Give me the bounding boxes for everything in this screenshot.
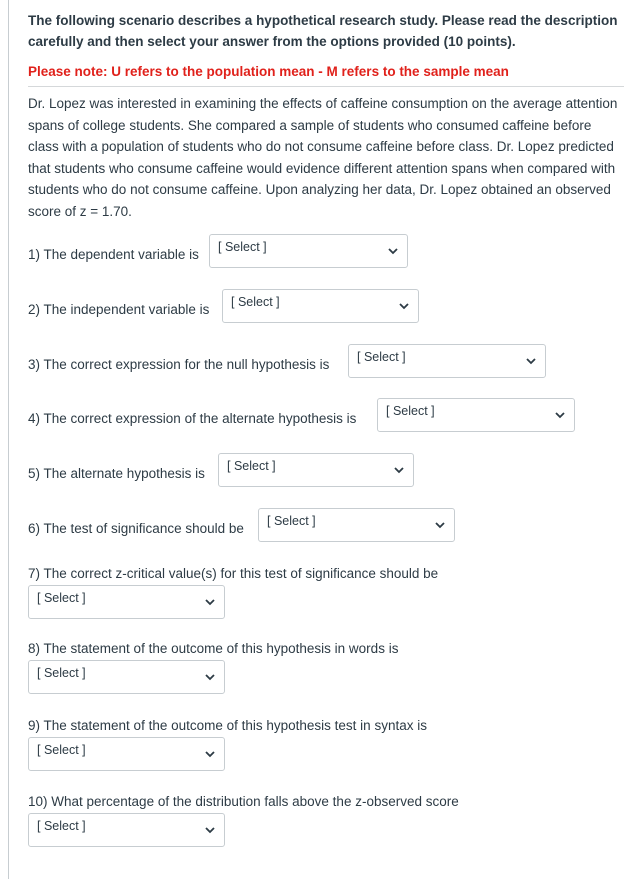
question-2-select[interactable] [222,289,419,323]
question-9-select[interactable] [28,737,225,771]
question-3-label: 3) The correct expression for the null hypothesis is [28,357,330,372]
left-border [8,0,9,879]
question-4-label: 4) The correct expression of the alternate hypothesis is [28,411,357,426]
question-6-select[interactable] [258,508,455,542]
question-5-label: 5) The alternate hypothesis is [28,466,205,481]
chevron-down-icon [388,247,398,255]
select-value: [ Select ] [37,819,86,833]
note: Please note: U refers to the population mean - M refers to the sample mean [28,64,509,79]
question-10-select[interactable] [28,813,225,847]
select-value: [ Select ] [37,666,86,680]
question-7-select[interactable] [28,585,225,619]
chevron-down-icon [205,750,215,758]
chevron-down-icon [394,466,404,474]
instructions: The following scenario describes a hypothetical research study. Please read the description carefully and then select your answer from the options provided (10 points). [28,13,618,49]
select-value: [ Select ] [267,514,316,528]
divider [28,86,624,87]
question-1-label: 1) The dependent variable is [28,247,199,262]
chevron-down-icon [205,598,215,606]
question-9-label: 9) The statement of the outcome of this hypothesis test in syntax is [28,718,427,733]
scenario-text: Dr. Lopez was interested in examining the effects of caffeine consumption on the average attention spans of college students. She compared a sample of students who consumed caffeine before class with a population of students who do not consume caffeine before class. Dr. Lopez predicted that students who consume caffeine would evidence different attention spans when compared with students who do not consume caffeine. Upon analyzing her data, Dr. Lopez obtained an observed score of z = 1.70. [28,96,618,219]
question-2-label: 2) The independent variable is [28,302,210,317]
select-value: [ Select ] [357,350,406,364]
question-8-select[interactable] [28,660,225,694]
chevron-down-icon [205,826,215,834]
select-value: [ Select ] [231,295,280,309]
select-value: [ Select ] [218,240,267,254]
select-value: [ Select ] [227,459,276,473]
select-value: [ Select ] [37,743,86,757]
question-7-label: 7) The correct z-critical value(s) for this test of significance should be [28,566,439,581]
select-value: [ Select ] [37,591,86,605]
select-value: [ Select ] [386,404,435,418]
question-1-select[interactable] [209,234,408,268]
question-8-label: 8) The statement of the outcome of this hypothesis in words is [28,641,399,656]
question-5-select[interactable] [218,453,414,487]
chevron-down-icon [555,411,565,419]
chevron-down-icon [399,302,409,310]
question-6-label: 6) The test of significance should be [28,521,244,536]
chevron-down-icon [205,673,215,681]
chevron-down-icon [526,357,536,365]
chevron-down-icon [435,521,445,529]
question-3-select[interactable] [348,344,546,378]
question-10-label: 10) What percentage of the distribution falls above the z-observed score [28,794,459,809]
question-4-select[interactable] [377,398,575,432]
